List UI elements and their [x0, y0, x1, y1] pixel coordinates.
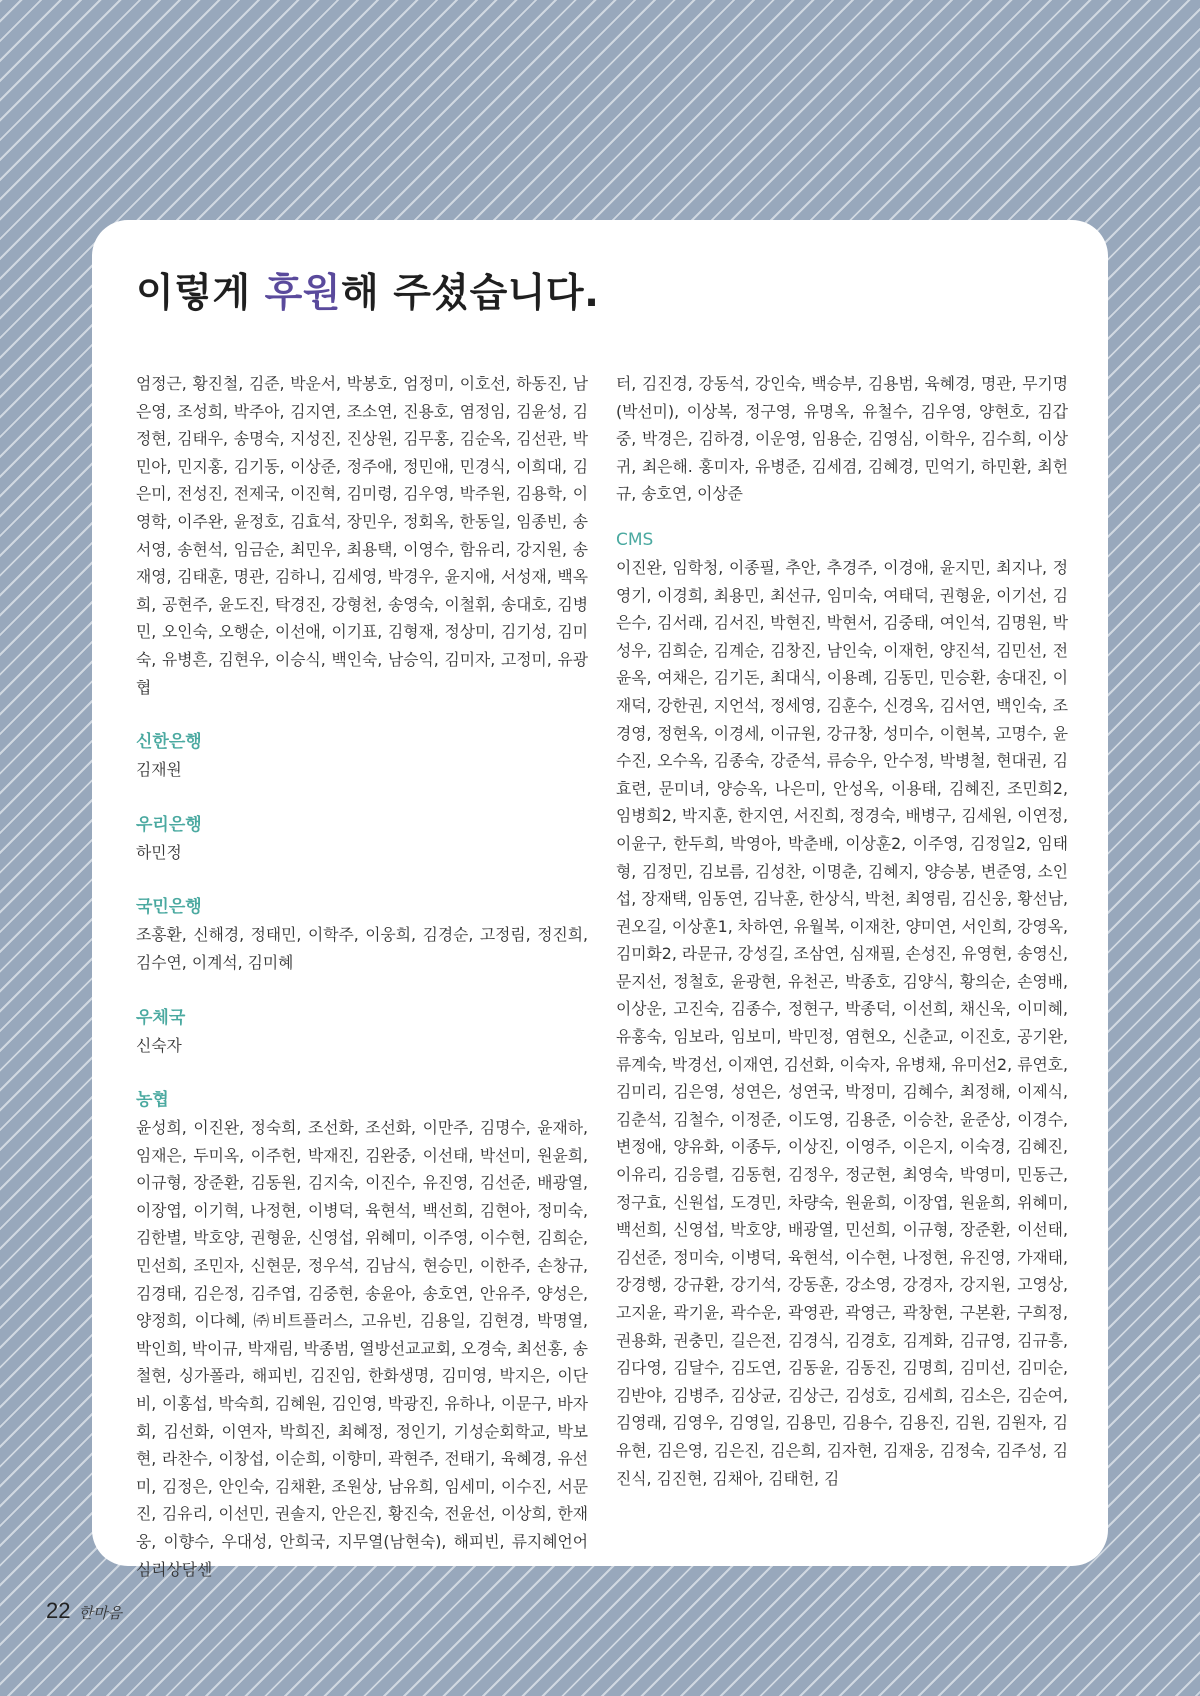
title-highlight: 후원: [264, 271, 341, 316]
section-list-kookmin: 조홍환, 신해경, 정태민, 이학주, 이웅희, 김경순, 고정림, 정진희, 김수연, 이계석, 김미혜: [136, 925, 588, 972]
page-footer: [46, 1598, 122, 1624]
section-heading-kookmin: 국민은행: [136, 897, 202, 918]
section-list-post-office: 신숙자: [136, 1035, 182, 1055]
left-column: [136, 370, 588, 1583]
section-heading-shinhan: 신한은행: [136, 732, 202, 753]
section-heading-nonghyup: 농협: [136, 1090, 169, 1111]
donor-columns: [136, 370, 1066, 1583]
page-number: 22: [46, 1598, 71, 1623]
section-list-woori: 하민정: [136, 842, 182, 862]
page-title: [136, 262, 1066, 318]
section-heading-post-office: 우체국: [136, 1007, 186, 1028]
title-prefix: 이렇게: [136, 271, 265, 316]
section-list-shinhan: 김재원: [136, 760, 182, 780]
section-list-cms: 이진완, 임학청, 이종필, 추안, 추경주, 이경애, 윤지민, 최지나, 정영기, 이경희, 최용민, 최선규, 임미숙, 여태덕, 권형윤, 이기선, 김은수, 김서래, 김서진, 박현진, 박현서, 김중태, 여인석, 김명원, 박성우, 김희순, 김계순, 김창진, 남인숙, 이재헌, 양진석, 김민선, 전윤옥, 여채은, 김기돈, 최대식, 이용례, 김동민, 민승환, 송대진, 이재덕, 강한권, 지언석, 정세영, 김훈수, 신경옥, 김서연, 백인숙, 조경영, 정현옥, 이경세, 이규원, 강규창, 성미수, 이현복, 고명수, 윤수진, 오수옥, 김종숙, 강준석, 류승우, 안수정, 박병철, 현대권, 김효련, 문미녀, 양승옥, 나은미, 안성옥, 이용태, 김혜진, 조민희2, 임병희2, 박지훈, 한지연, 서진희, 정경숙, 배병구, 김세원, 이연정, 이윤구, 한두희, 박영아, 박춘배, 이상훈2, 이주영, 김정일2, 임태형, 김정민, 김보름, 김성찬, 이명춘, 김혜지, 양승봉, 변준영, 소인섭, 장재택, 임동연, 김낙훈, 한상식, 박천, 최영림, 김신웅, 황선남, 권오길, 이상훈1, 차하연, 유월복, 이재찬, 양미연, 서인희, 강영옥, 김미화2, 라문규, 강성길, 조삼연, 심재필, 손성진, 유영현, 송영신, 문지선, 정철호, 윤광현, 유천곤, 박종호, 김양식, 황의순, 손영배, 이상운, 고진숙, 김종수, 정현구, 박종덕, 이선희, 채신욱, 이미혜, 유홍숙, 임보라, 임보미, 박민정, 염현오, 신춘교, 이진호, 공기완, 류계숙, 박경선, 이재연, 김선화, 이숙자, 유병채, 유미선2, 류연호, 김미리, 김은영, 성연은, 성연국, 박정미, 김혜수, 최정해, 이제식, 김춘석, 김철수, 이정준, 이도영, 김용준, 이승찬, 윤준상, 이경수, 변정애, 양유화, 이종두, 이상진, 이영주, 이은지, 이숙경, 김혜진, 이유리, 김응렬, 김동현, 김정우, 정군현, 최영숙, 박영미, 민동근, 정구효, 신원섭, 도경민, 차량숙, 원윤희, 이장엽, 원윤희, 위혜미, 백선희, 신영섭, 박호양, 배광열, 민선희, 이규형, 장준환, 이선태, 김선준, 정미숙, 이병덕, 육현석, 이수현, 나정현, 유진영, 가재태, 강경행, 강규환, 강기석, 강동훈, 강소영, 강경자, 강지원, 고영상, 고지윤, 곽기윤, 곽수운, 곽영관, 곽영근, 곽창현, 구본환, 구희정, 권용화, 권충민, 길은전, 김경식, 김경호, 김계화, 김규영, 김규흥, 김다영, 김달수, 김도연, 김동윤, 김동진, 김명희, 김미선, 김미순, 김반야, 김병주, 김상균, 김상근, 김성호, 김세희, 김소은, 김순여, 김영래, 김영우, 김영일, 김용민, 김용수, 김용진, 김원, 김원자, 김유현, 김은영, 김은진, 김은희, 김자현, 김재웅, 김정숙, 김주성, 김진식, 김진현, 김채아, 김태헌, 김: [616, 557, 1068, 1488]
general-donor-list: 엄정근, 황진철, 김준, 박운서, 박봉호, 엄정미, 이호선, 하동진, 남은영, 조성희, 박주아, 김지연, 조소연, 진용호, 염정임, 김윤성, 김정현, 김태우, 송명숙, 지성진, 진상원, 김무홍, 김순옥, 김선관, 박민아, 민지홍, 김기동, 이상준, 정주애, 정민애, 민경식, 이희대, 김은미, 전성진, 전제국, 이진혁, 김미령, 김우영, 박주원, 김용학, 이영학, 이주완, 윤정호, 김효석, 장민우, 정회옥, 한동일, 임종빈, 송서영, 송현석, 임금순, 최민우, 최용택, 이영수, 함유리, 강지원, 송재영, 김태훈, 명관, 김하니, 김세영, 박경우, 윤지애, 서성재, 백옥희, 공현주, 윤도진, 탁경진, 강형천, 송영숙, 이철휘, 송대호, 김병민, 오인숙, 오행순, 이선애, 이기표, 김형재, 정상미, 김기성, 김미숙, 유병흔, 김현우, 이승식, 백인숙, 남승익, 김미자, 고정미, 유광협: [136, 374, 588, 697]
donor-list-card: [92, 220, 1108, 1579]
title-suffix: 해 주셨습니다.: [340, 271, 600, 316]
section-heading-woori: 우리은행: [136, 814, 202, 835]
continued-donor-list: 터, 김진경, 강동석, 강인숙, 백승부, 김용범, 육혜경, 명관, 무기명(박선미), 이상복, 정구영, 유명옥, 유철수, 김우영, 양현호, 김갑중, 박경은, 김하경, 이운영, 임용순, 김영심, 이학우, 김수희, 이상귀, 최은해. 홍미자, 유병준, 김세겸, 김혜경, 민억기, 하민환, 최헌규, 송호연, 이상준: [616, 374, 1068, 504]
publication-title: 한마음: [78, 1604, 122, 1622]
section-list-nonghyup: 윤성희, 이진완, 정숙희, 조선화, 조선화, 이만주, 김명수, 윤재하, 임재은, 두미옥, 이주헌, 박재진, 김완중, 이선태, 박선미, 원윤희, 이규형, 장준환, 김동원, 김지숙, 이진수, 유진영, 김선준, 배광열, 이장엽, 이기혁, 나정현, 이병덕, 육현석, 백선희, 김현아, 정미숙, 김한별, 박호양, 권형윤, 신영섭, 위혜미, 이주영, 이수현, 김희순, 민선희, 조민자, 신현문, 정우석, 김남식, 현승민, 이한주, 손창규, 김경태, 김은정, 김주엽, 김중현, 송윤아, 송호연, 안유주, 양성은, 양정희, 이다혜, ㈜비트플러스, 고유빈, 김용일, 김현경, 박명열, 박인희, 박이규, 박재림, 박종범, 열방선교교회, 오경숙, 최선홍, 송철현, 싱가폴라, 해피빈, 김진임, 한화생명, 김미영, 박지은, 이단비, 이홍섭, 박숙희, 김혜원, 김인영, 박광진, 유하나, 이문구, 바자회, 김선화, 이연자, 박희진, 최혜정, 정인기, 기성순회학교, 박보현, 라찬수, 이창섭, 이순희, 이향미, 곽현주, 전태기, 육혜경, 유선미, 김정은, 안인숙, 김채환, 조원상, 남유희, 임세미, 이수진, 서문진, 김유리, 이선민, 권솔지, 안은진, 황진숙, 전윤선, 이상희, 한재웅, 이향수, 우대성, 안희국, 지무열(남현숙), 해피빈, 류지혜언어심리상담센: [136, 1118, 588, 1579]
section-heading-cms: CMS: [616, 529, 654, 550]
right-column: [616, 370, 1068, 1583]
